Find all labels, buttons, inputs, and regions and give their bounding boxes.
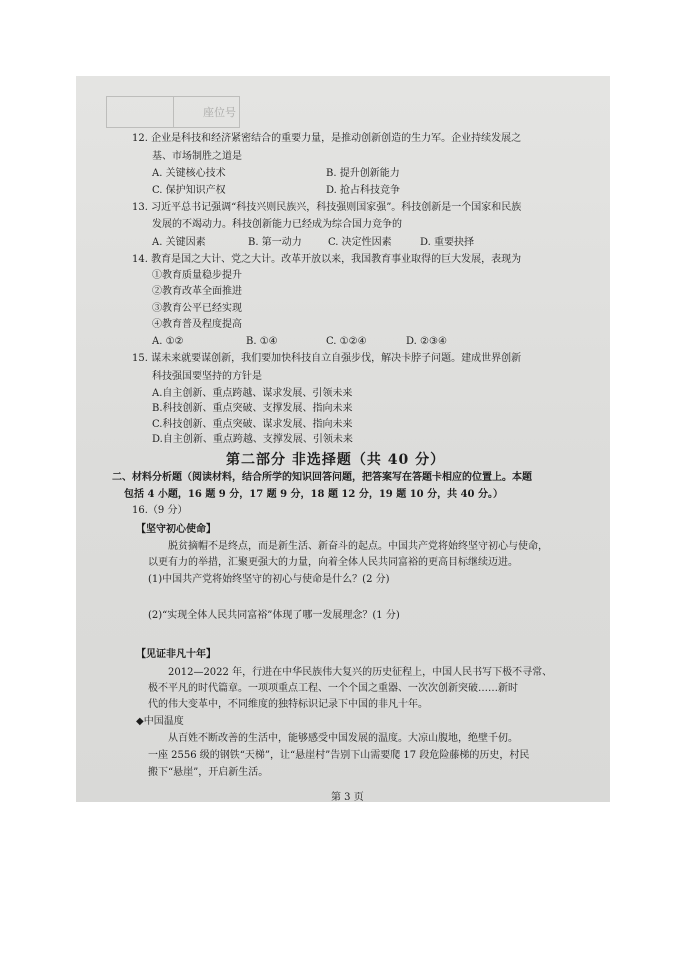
decade-text-line3: 代的伟大变革中，不同维度的独特标识记录下中国的非凡十年。 [148,699,428,711]
sub-question-1: (1)中国共产党将始终坚守的初心与使命是什么？(2 分) [148,573,390,585]
decade-text-line2: 极不平凡的时代篇章。一项项重点工程、一个个国之重器、一次次创新突破……新时 [148,682,518,694]
q14-item-1: ①教育质量稳步提升 [152,270,242,282]
section-title-decade: 【见证非凡十年】 [136,649,216,661]
sub-question-2: (2)“实现全体人民共同富裕”体现了哪一发展理念？(1 分) [148,609,400,621]
warmth-text-line3: 搬下“悬崖”，开启新生活。 [148,767,269,779]
q13-option-b: B. 第一动力 [248,236,302,248]
part2-instruction-line1: 二、材料分析题（阅读材料，结合所学的知识回答问题，把答案写在答题卡相应的位置上。本题 [112,472,532,484]
page-content [76,76,610,802]
q12-option-a: A. 关键核心技术 [152,167,226,179]
q13-stem-line1: 13. 习近平总书记强调“科技兴则民族兴，科技强则国家强”。科技创新是一个国家和民族 [132,202,522,214]
warmth-text-line1: 从百姓不断改善的生活中，能够感受中国发展的温度。大凉山腹地，绝壁千仞。 [168,733,518,745]
part2-instruction-line2: 包括 4 小题，16 题 9 分，17 题 9 分，18 题 12 分，19 题 10 分，共 40 分。） [124,488,503,500]
q14-stem-line1: 14. 教育是国之大计、党之大计。改革开放以来，我国教育事业取得的巨大发展，表现为 [132,253,522,265]
q15-stem-line2: 科技强国要坚持的方针是 [152,370,262,382]
page-number: 第 3 页 [331,792,364,802]
q15-option-c: C.科技创新、重点突破、谋求发展、指向未来 [152,418,353,430]
exam-page [76,76,610,802]
q14-option-a: A. ①② [152,336,184,348]
q15-option-a: A.自主创新、重点跨越、谋求发展、引领未来 [152,387,353,399]
q12-option-d: D. 抢占科技竞争 [326,184,401,196]
q13-stem-line2: 发展的不竭动力。科技创新能力已经成为综合国力竞争的 [152,219,402,231]
q15-option-d: D.自主创新、重点跨越、支撑发展、引领未来 [152,434,353,446]
q15-option-b: B.科技创新、重点突破、支撑发展、指向未来 [152,403,353,415]
q14-item-4: ④教育普及程度提高 [152,319,242,331]
q12-option-c: C. 保护知识产权 [152,184,226,196]
q13-option-a: A. 关键因素 [152,236,206,248]
q14-option-b: B. ①④ [246,336,278,348]
section-title-mission: 【坚守初心使命】 [136,523,216,535]
warmth-text-line2: 一座 2556 级的钢铁“天梯”，让“悬崖村”告别下山需要爬 17 段危险藤梯的历史，村民 [148,750,530,762]
q14-item-2: ②教育改革全面推进 [152,286,242,298]
seat-number-label: 座位号 [203,106,236,119]
part2-title: 第二部分 非选择题（共 40 分） [226,451,446,468]
decade-text-line1: 2012—2022 年，行进在中华民族伟大复兴的历史征程上，中国人民书写下极不寻常、 [168,666,553,678]
q14-option-d: D. ②③④ [406,336,447,348]
q14-option-c: C. ①②④ [326,336,367,348]
q12-stem-line2: 基、市场制胜之道是 [152,150,242,162]
q14-item-3: ③教育公平已经实现 [152,302,242,314]
q16-label: 16.（9 分） [132,504,188,516]
q15-stem-line1: 15. 谋未来就要谋创新，我们要加快科技自立自强步伐，解决卡脖子问题。建成世界创新 [132,353,522,365]
q13-option-c: C. 决定性因素 [328,236,392,248]
q12-stem-line1: 12. 企业是科技和经济紧密结合的重要力量，是推动创新创造的生力军。企业持续发展之 [132,133,522,145]
q13-option-d: D. 重要抉择 [420,236,475,248]
mission-text-line2: 以更有力的举措，汇聚更强大的力量，向着全体人民共同富裕的更高目标继续迈进。 [148,557,518,569]
mission-text-line1: 脱贫摘帽不是终点，而是新生活、新奋斗的起点。中国共产党将始终坚守初心与使命， [168,540,548,552]
q12-option-b: B. 提升创新能力 [326,167,400,179]
subhead-china-warmth: ◆中国温度 [136,716,184,728]
